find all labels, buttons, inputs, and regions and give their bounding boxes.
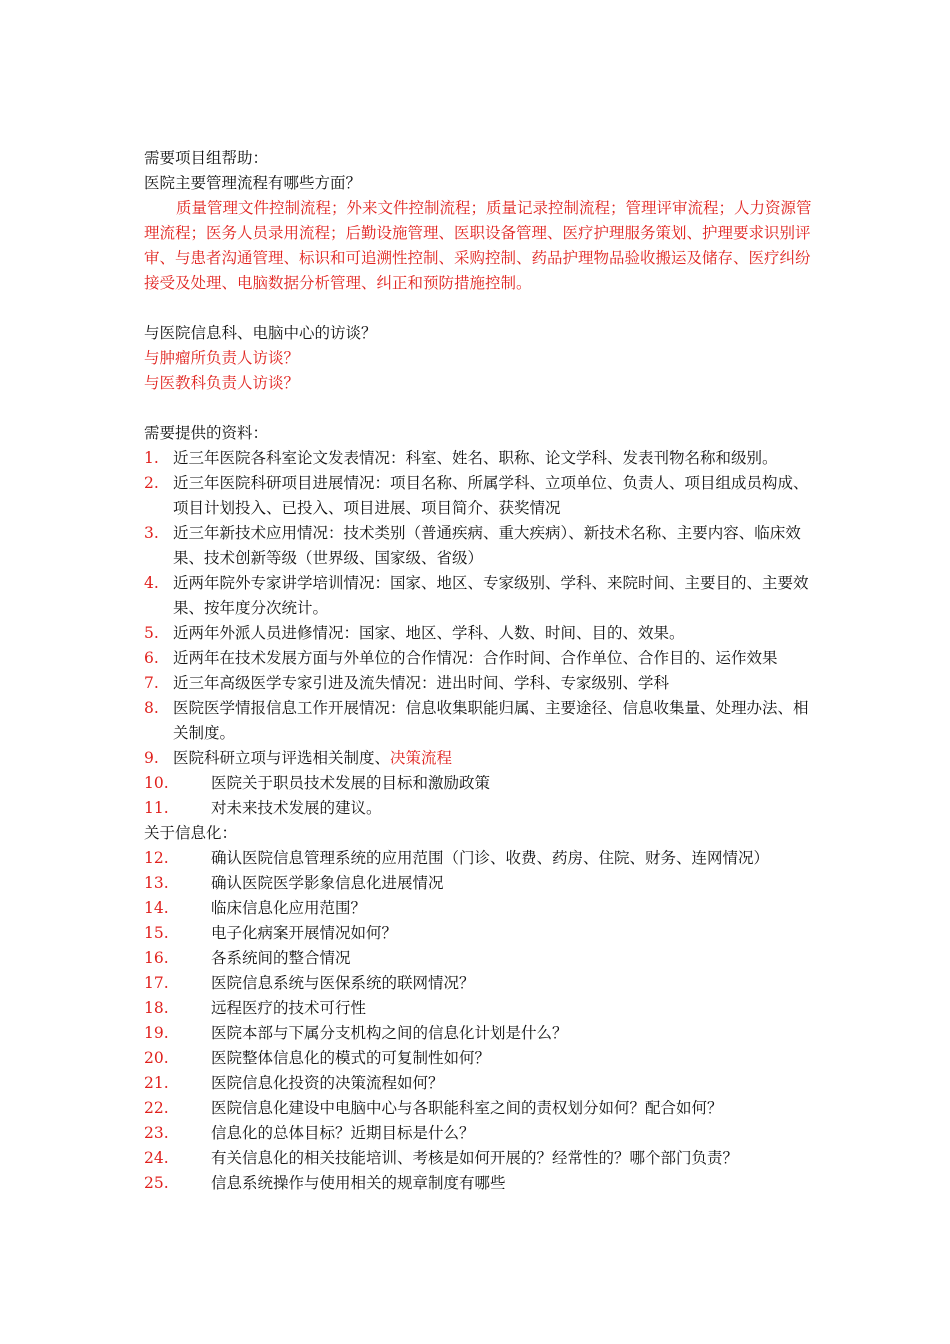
item-text: 医院信息化投资的决策流程如何？	[211, 1074, 444, 1092]
list-item	[144, 971, 820, 996]
item-number: 23.	[144, 1124, 169, 1142]
process-answer: 质量管理文件控制流程；外来文件控制流程；质量记录控制流程；管理评审流程；人力资源管理流程；医务人员录用流程；后勤设施管理、医职设备管理、医疗护理服务策划、护理要求识别评审、与患者沟通管理、标识和可追溯性控制、采购控制、药品护理物品验收搬运及储存、医疗纠纷接受及处理、电脑数据分析管理、纠正和预防措施控制。	[144, 199, 812, 292]
list-item	[144, 1146, 820, 1171]
informatization-list	[144, 846, 820, 1196]
list-item	[144, 1021, 820, 1046]
item-number: 25.	[144, 1174, 169, 1192]
list-item	[144, 1046, 820, 1071]
item-text: 确认医院医学影象信息化进展情况	[211, 874, 444, 892]
list-item	[144, 671, 820, 696]
document-body	[144, 146, 820, 1196]
list-item	[144, 921, 820, 946]
item-number: 1.	[144, 449, 159, 467]
help-heading: 需要项目组帮助：	[144, 149, 269, 167]
list-item	[144, 1121, 820, 1146]
interview-item: 与医教科负责人访谈？	[144, 374, 300, 392]
item-number: 14.	[144, 899, 169, 917]
item-text: 医院医学情报信息工作开展情况：信息收集职能归属、主要途径、信息收集量、处理办法、相关制度。	[173, 699, 809, 742]
item-text	[173, 746, 820, 771]
list-item	[144, 896, 820, 921]
item-text: 有关信息化的相关技能培训、考核是如何开展的？经常性的？哪个部门负责？	[211, 1149, 739, 1167]
item-text: 近两年院外专家讲学培训情况：国家、地区、专家级别、学科、来院时间、主要目的、主要效果、按年度分次统计。	[173, 574, 809, 617]
interview-item: 与医院信息科、电脑中心的访谈？	[144, 324, 377, 342]
item-number: 12.	[144, 849, 169, 867]
item-text: 近三年医院各科室论文发表情况：科室、姓名、职称、论文学科、发表刊物名称和级别。	[173, 449, 778, 467]
item-text: 近三年新技术应用情况：技术类别（普通疾病、重大疾病）、新技术名称、主要内容、临床效果、技术创新等级（世界级、国家级、省级）	[173, 524, 801, 567]
list-item	[144, 571, 820, 621]
item-text: 医院本部与下属分支机构之间的信息化计划是什么？	[211, 1024, 568, 1042]
item-text: 各系统间的整合情况	[211, 949, 351, 967]
item-number: 9.	[144, 749, 159, 767]
item-text-main: 医院科研立项与评选相关制度、	[173, 749, 391, 767]
item-number: 6.	[144, 649, 159, 667]
list-item	[144, 1071, 820, 1096]
item-number: 19.	[144, 1024, 169, 1042]
list-item	[144, 621, 820, 646]
item-number: 24.	[144, 1149, 169, 1167]
process-question: 医院主要管理流程有哪些方面？	[144, 174, 362, 192]
list-item	[144, 1096, 820, 1121]
item-number: 11.	[144, 799, 169, 817]
list-item	[144, 946, 820, 971]
informatization-heading: 关于信息化：	[144, 824, 238, 842]
list-item	[144, 771, 820, 796]
item-text: 近三年高级医学专家引进及流失情况：进出时间、学科、专家级别、学科	[173, 674, 670, 692]
list-item	[144, 996, 820, 1021]
item-number: 18.	[144, 999, 169, 1017]
item-text: 信息化的总体目标？近期目标是什么？	[211, 1124, 475, 1142]
item-text: 医院整体信息化的模式的可复制性如何？	[211, 1049, 491, 1067]
item-number: 7.	[144, 674, 159, 692]
item-text: 对未来技术发展的建议。	[211, 799, 382, 817]
interview-item: 与肿瘤所负责人访谈？	[144, 349, 300, 367]
item-number: 20.	[144, 1049, 169, 1067]
item-number: 13.	[144, 874, 169, 892]
item-number: 10.	[144, 774, 169, 792]
item-number: 8.	[144, 699, 159, 717]
item-text-highlight: 决策流程	[390, 749, 453, 767]
item-number: 5.	[144, 624, 159, 642]
item-text: 医院信息系统与医保系统的联网情况？	[211, 974, 475, 992]
list-item	[144, 846, 820, 871]
spacer	[144, 396, 820, 421]
item-number: 22.	[144, 1099, 169, 1117]
item-text: 远程医疗的技术可行性	[211, 999, 367, 1017]
item-text: 信息系统操作与使用相关的规章制度有哪些	[211, 1174, 506, 1192]
item-text: 近三年医院科研项目进展情况：项目名称、所属学科、立项单位、负责人、项目组成员构成、项目计划投入、已投入、项目进展、项目简介、获奖情况	[173, 474, 809, 517]
list-item	[144, 696, 820, 746]
item-number: 2.	[144, 474, 159, 492]
item-text: 临床信息化应用范围？	[211, 899, 367, 917]
item-text: 近两年外派人员进修情况：国家、地区、学科、人数、时间、目的、效果。	[173, 624, 685, 642]
item-text: 医院关于职员技术发展的目标和激励政策	[211, 774, 491, 792]
item-text: 近两年在技术发展方面与外单位的合作情况：合作时间、合作单位、合作目的、运作效果	[173, 649, 778, 667]
item-text: 确认医院信息管理系统的应用范围（门诊、收费、药房、住院、财务、连网情况）	[211, 849, 770, 867]
list-item	[144, 471, 820, 521]
item-number: 4.	[144, 574, 159, 592]
list-item	[144, 1171, 820, 1196]
materials-list	[144, 446, 820, 821]
list-item	[144, 446, 820, 471]
item-text: 医院信息化建设中电脑中心与各职能科室之间的责权划分如何？配合如何？	[211, 1099, 723, 1117]
spacer	[144, 296, 820, 321]
list-item	[144, 746, 820, 771]
list-item	[144, 796, 820, 821]
materials-heading: 需要提供的资料：	[144, 424, 269, 442]
item-number: 3.	[144, 524, 159, 542]
item-text: 电子化病案开展情况如何？	[211, 924, 398, 942]
item-number: 21.	[144, 1074, 169, 1092]
item-number: 16.	[144, 949, 169, 967]
item-number: 17.	[144, 974, 169, 992]
list-item	[144, 646, 820, 671]
list-item	[144, 871, 820, 896]
list-item	[144, 521, 820, 571]
item-number: 15.	[144, 924, 169, 942]
